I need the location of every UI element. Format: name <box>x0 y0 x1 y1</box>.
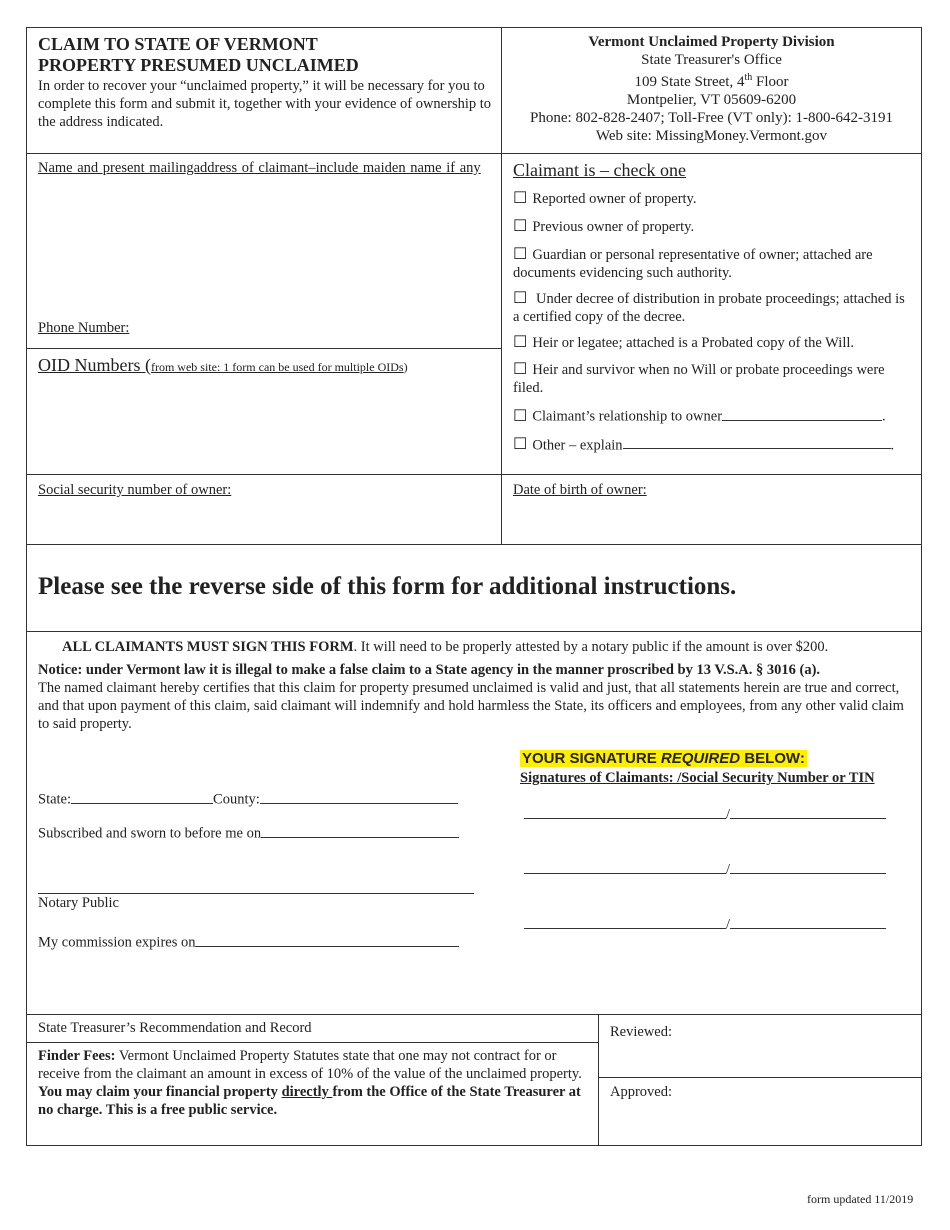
oid-field[interactable] <box>38 380 493 468</box>
relationship-field[interactable] <box>722 405 882 421</box>
must-sign-heading: ALL CLAIMANTS MUST SIGN THIS FORM <box>62 639 354 655</box>
sworn-row <box>38 822 459 843</box>
commission-date-field[interactable] <box>195 931 459 947</box>
option-previous-owner[interactable]: ☐ Previous owner of property. <box>513 218 695 235</box>
signature-row-2[interactable]: / <box>524 858 886 879</box>
divider <box>26 1042 598 1043</box>
form-updated-date: form updated 11/2019 <box>807 1192 914 1206</box>
ssn-tin-field <box>730 913 886 929</box>
office-name: Vermont Unclaimed Property Division <box>588 34 835 50</box>
option-other[interactable]: ☐ Other – explain . <box>513 434 908 455</box>
state-county-row <box>38 788 458 809</box>
office-dept: State Treasurer's Office <box>641 52 782 68</box>
option-reported-owner[interactable]: ☐ Reported owner of property. <box>513 190 697 207</box>
signature-field <box>524 858 726 874</box>
checkbox: ☐ <box>513 290 528 307</box>
option-heir-survivor[interactable]: ☐ Heir and survivor when no Will or probate proceedings were filed. <box>513 361 885 396</box>
signature-field <box>524 913 726 929</box>
reviewed-label: Reviewed: <box>610 1024 673 1040</box>
phone-number-label: Phone Number: <box>38 320 130 336</box>
office-address <box>502 33 921 145</box>
checkbox: ☐ <box>513 334 528 351</box>
ssn-tin-field <box>730 858 886 874</box>
checkbox: ☐ <box>513 436 528 453</box>
county-label: County: <box>213 791 260 808</box>
approved-field[interactable] <box>610 1104 910 1140</box>
title-line-1: CLAIM TO STATE OF VERMONT <box>38 34 318 54</box>
option-relationship[interactable]: ☐ Claimant’s relationship to owner . <box>513 405 908 426</box>
oid-note: from web site: 1 form can be used for multiple OIDs <box>150 360 404 374</box>
reviewed-field[interactable] <box>610 1044 910 1072</box>
county-field[interactable] <box>260 788 458 804</box>
claimant-address-field[interactable] <box>38 182 493 314</box>
state-field[interactable] <box>71 788 213 804</box>
divider <box>598 1077 922 1078</box>
option-heir-legatee[interactable]: ☐ Heir or legatee; attached is a Probated copy of the Will. <box>513 334 854 351</box>
approved-label: Approved: <box>610 1084 673 1100</box>
divider <box>26 474 922 475</box>
false-claim-notice: Notice: under Vermont law it is illegal to make a false claim to a State agency in the manner proscribed by 13 V.S.A. § 3016 (a). <box>38 662 821 678</box>
office-city: Montpelier, VT 05609-6200 <box>626 92 797 108</box>
office-street: 109 State Street, 4th Floor <box>634 72 789 90</box>
state-label: State: <box>38 791 72 808</box>
checkbox: ☐ <box>513 190 528 207</box>
certification-text: The named claimant hereby certifies that this claim for property presumed unclaimed is valid and just, that all statements herein are true and correct, and that upon payment of this claim, said claimant will indemnify and hold harmless the State, its officers and employees, from any other valid claim to said property. <box>38 680 904 732</box>
reverse-side-notice: Please see the reverse side of this form for additional instructions. <box>38 573 737 600</box>
signature-field <box>524 803 726 819</box>
office-website: Web site: MissingMoney.Vermont.gov <box>595 128 828 144</box>
divider <box>598 1014 599 1146</box>
signature-row-1[interactable]: / <box>524 803 886 824</box>
signature-required-banner <box>520 750 807 768</box>
checkbox: ☐ <box>513 361 528 378</box>
checkbox: ☐ <box>513 407 528 425</box>
finder-fees-text: Finder Fees: Vermont Unclaimed Property Statutes state that one may not contract for or receive from the claimant an amount in excess of 10% of the value of the unclaimed property. You may claim your financial property directly from the Office of the State Treasurer at no charge. This is a free public service. <box>38 1048 582 1118</box>
other-explain-field[interactable] <box>623 434 891 450</box>
form-title <box>38 34 488 76</box>
legal-notice <box>38 661 910 733</box>
signatures-heading: Signatures of Claimants: /Social Security Number or TIN <box>520 770 875 786</box>
option-guardian[interactable]: ☐ Guardian or personal representative of owner; attached are documents evidencing such authority. <box>513 246 873 281</box>
oid-label: OID Numbers (from web site: 1 form can be used for multiple OIDs) <box>38 355 408 375</box>
commission-label: My commission expires on <box>38 934 196 951</box>
checkbox: ☐ <box>513 218 528 235</box>
owner-dob-field[interactable] <box>513 502 913 538</box>
signature-required-highlight: YOUR SIGNATURE REQUIRED BELOW: <box>522 750 805 767</box>
ssn-tin-field <box>730 803 886 819</box>
option-probate-decree[interactable]: ☐ Under decree of distribution in probate proceedings; attached is a certified copy of the decree. <box>513 290 905 325</box>
notary-signature-line[interactable] <box>38 893 474 894</box>
signature-row-3[interactable]: / <box>524 913 886 934</box>
sworn-date-field[interactable] <box>261 822 459 838</box>
claimant-type-heading: Claimant is – check one <box>513 160 686 180</box>
owner-dob-label: Date of birth of owner: <box>513 482 647 498</box>
sworn-label: Subscribed and sworn to before me on <box>38 825 262 842</box>
claimant-address-label: Name and present mailingaddress of claimant–include maiden name if any <box>38 160 481 176</box>
intro-text: In order to recover your “unclaimed property,” it will be necessary for you to complete this form and submit it, together with your evidence of ownership to the address indicated. <box>38 78 492 130</box>
recommendation-label: State Treasurer’s Recommendation and Record <box>38 1020 312 1036</box>
must-sign-line: ALL CLAIMANTS MUST SIGN THIS FORM. It will need to be properly attested by a notary public if the amount is over $200. <box>62 639 829 655</box>
owner-ssn-field[interactable] <box>38 502 493 538</box>
office-phone: Phone: 802-828-2407; Toll-Free (VT only): 1-800-642-3191 <box>530 110 893 126</box>
divider <box>26 631 922 632</box>
notary-public-label: Notary Public <box>38 895 119 911</box>
claimant-type-options <box>513 190 908 454</box>
divider <box>26 153 922 154</box>
title-line-2: PROPERTY PRESUMED UNCLAIMED <box>38 55 359 75</box>
commission-row <box>38 931 459 952</box>
divider <box>26 348 501 349</box>
checkbox: ☐ <box>513 246 528 263</box>
owner-ssn-label: Social security number of owner: <box>38 482 232 498</box>
divider <box>26 544 922 545</box>
